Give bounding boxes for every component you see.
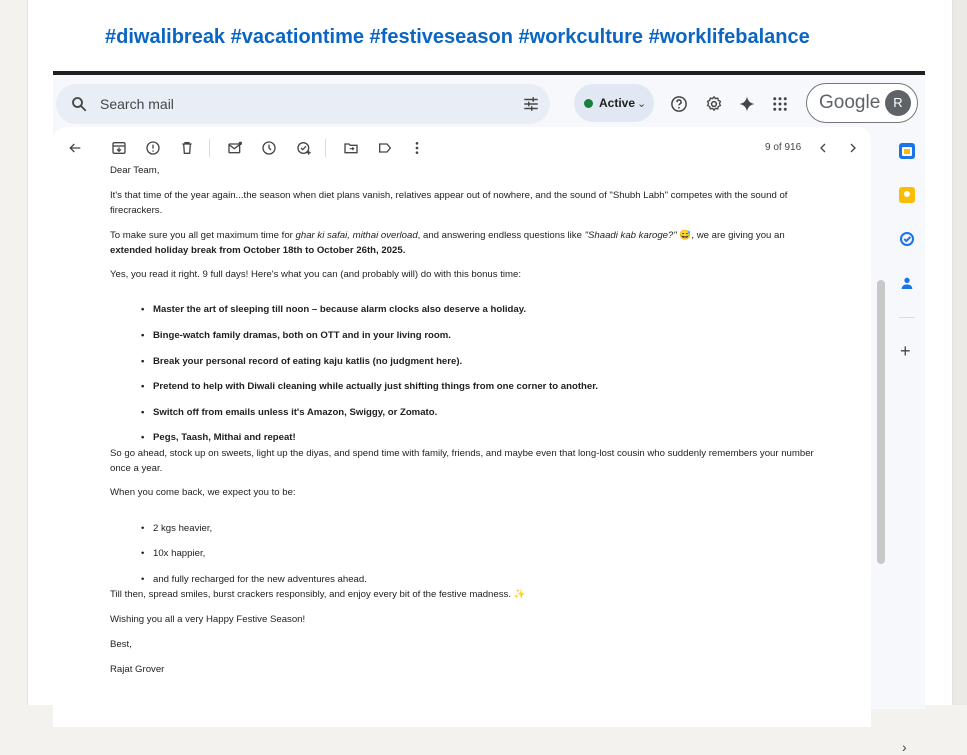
toolbar-divider	[209, 139, 210, 157]
status-dot	[584, 99, 593, 108]
text-italic: "Shaadi kab karoge?"	[584, 230, 677, 241]
right-panel	[951, 0, 967, 705]
list-item: • Binge-watch family dramas, both on OTT and in your living room.	[153, 328, 451, 343]
move-to-icon[interactable]	[343, 140, 359, 156]
chevron-down-icon: ⌄	[637, 98, 647, 110]
expand-chevron-icon[interactable]: ›	[902, 739, 907, 755]
message-counter: 9 of 916	[765, 142, 802, 153]
list-item: • Switch off from emails unless it's Amazon, Swiggy, or Zomato.	[153, 405, 437, 420]
holiday-dates: extended holiday break from October 18th to October 26th, 2025.	[110, 245, 406, 256]
snooze-icon[interactable]	[261, 140, 277, 156]
avatar[interactable]: R	[885, 90, 911, 116]
search-icon	[70, 95, 88, 113]
list-item: • Pretend to help with Diwali cleaning while actually just shifting things from one corner to another.	[153, 379, 598, 394]
email-signoff: Best,	[110, 639, 132, 650]
side-panel-rail	[891, 127, 925, 755]
list-item: • Break your personal record of eating kaju katlis (no judgment here).	[153, 354, 462, 369]
email-paragraph: firecrackers.	[110, 205, 163, 216]
contacts-icon[interactable]	[899, 275, 915, 291]
email-paragraph	[110, 228, 785, 243]
text-italic: ghar ki safai, mithai overload	[295, 230, 418, 241]
rail-divider	[899, 317, 915, 318]
scrollbar-thumb[interactable]	[877, 280, 885, 564]
email-paragraph: Yes, you read it right. 9 full days! Here's what you can (and probably will) do with this bonus time:	[110, 269, 522, 280]
mail-pane	[53, 127, 871, 727]
list-item: • and fully recharged for the new adventures ahead.	[153, 572, 367, 587]
back-arrow-icon[interactable]	[67, 140, 83, 156]
archive-icon[interactable]	[111, 140, 127, 156]
text: , and answering endless questions like	[417, 230, 585, 241]
text: 😅, we are giving you an	[676, 230, 785, 241]
email-paragraph: So go ahead, stock up on sweets, light up the diyas, and spend time with family, friends, and maybe even that long-lost cousin who suddenly remembers your number	[110, 448, 814, 459]
list-item: • 10x happier,	[153, 546, 205, 561]
google-logo: Google	[819, 92, 881, 113]
search-input[interactable]: Search mail	[100, 96, 174, 112]
status-selector[interactable]	[574, 84, 654, 122]
add-to-tasks-icon[interactable]	[296, 140, 312, 156]
email-greeting: Dear Team,	[110, 165, 160, 176]
add-addon-icon[interactable]: +	[900, 341, 911, 361]
tasks-icon[interactable]	[899, 231, 915, 247]
email-paragraph: When you come back, we expect you to be:	[110, 487, 296, 498]
gear-icon[interactable]	[705, 95, 723, 113]
search-options-icon[interactable]	[522, 95, 540, 113]
report-spam-icon[interactable]	[145, 140, 161, 156]
gmail-screenshot	[53, 71, 925, 755]
chevron-right-icon[interactable]	[845, 140, 861, 156]
account-chip[interactable]	[806, 83, 918, 123]
toolbar-divider	[325, 139, 326, 157]
text: To make sure you all get maximum time for	[110, 230, 296, 241]
search-bar[interactable]	[56, 84, 550, 124]
email-paragraph: Wishing you all a very Happy Festive Season!	[110, 614, 306, 625]
email-paragraph: Till then, spread smiles, burst crackers responsibly, and enjoy every bit of the festive madness. ✨	[110, 589, 526, 600]
help-icon[interactable]	[670, 95, 688, 113]
status-label: Active	[599, 96, 636, 110]
email-paragraph: It's that time of the year again...the season when diet plans vanish, relatives appear out of nowhere, and the sound of "Shubh Labh" competes with the sound of	[110, 190, 788, 201]
mark-unread-icon[interactable]	[227, 140, 243, 156]
label-icon[interactable]	[377, 140, 393, 156]
calendar-icon[interactable]	[899, 143, 915, 159]
more-vert-icon[interactable]	[409, 140, 425, 156]
email-signature: Rajat Grover	[110, 664, 165, 675]
sparkle-icon[interactable]	[738, 95, 756, 113]
list-item: • Pegs, Taash, Mithai and repeat!	[153, 430, 296, 445]
list-item: • 2 kgs heavier,	[153, 521, 212, 536]
apps-grid-icon[interactable]	[771, 95, 789, 113]
list-item: • Master the art of sleeping till noon – because alarm clocks also deserve a holiday.	[153, 302, 526, 317]
chevron-left-icon[interactable]	[815, 140, 831, 156]
post-hashtags[interactable]: #diwalibreak #vacationtime #festiveseason #workculture #worklifebalance	[105, 26, 810, 48]
email-paragraph: once a year.	[110, 463, 163, 474]
keep-icon[interactable]	[899, 187, 915, 203]
delete-icon[interactable]	[179, 140, 195, 156]
